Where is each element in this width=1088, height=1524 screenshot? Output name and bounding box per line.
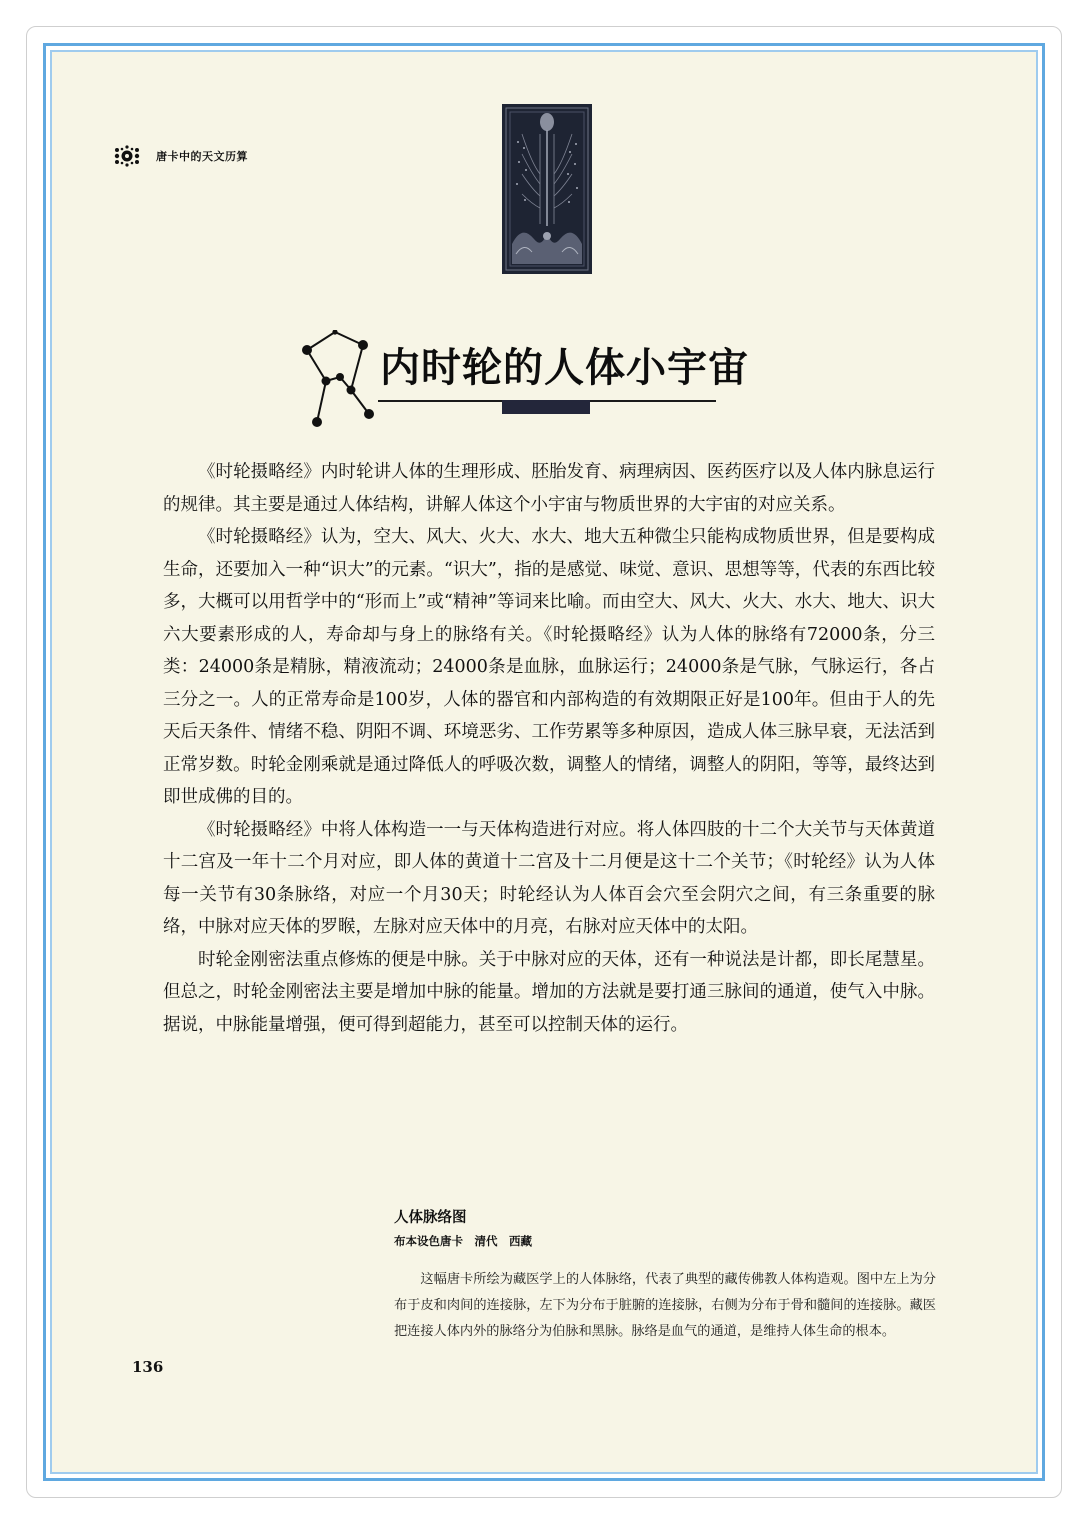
running-header [112,145,248,167]
paragraph: 《时轮摄略经》中将人体构造一一与天体构造进行对应。将人体四肢的十二个大关节与天体黄道十二宫及一年十二个月对应，即人体的黄道十二宫及十二月便是这十二个关节；《时轮经》认为人体每一关节有30条脉络，对应一个月30天；时轮经认为人体百会穴至会阴穴之间，有三条重要的脉络，中脉对应天体的罗睺，左脉对应天体中的月亮，右脉对应天体中的太阳。 [163,819,935,937]
thangka-illustration [502,104,592,274]
paragraph: 时轮金刚密法重点修炼的便是中脉。关于中脉对应的天体，还有一种说法是计都，即长尾慧星。但总之，时轮金刚密法主要是增加中脉的能量。增加的方法就是要打通三脉间的通道，使气入中脉。据说，中脉能量增强，便可得到超能力，甚至可以控制天体的运行。 [163,949,935,1035]
caption-subtitle: 布本设色唐卡 清代 西藏 [394,1234,532,1248]
caption-title: 人体脉络图 [394,1210,467,1226]
paragraph: 《时轮摄略经》认为，空大、风大、火大、水大、地大五种微尘只能构成物质世界，但是要构成生命，还要加入一种“识大”的元素。“识大”，指的是感觉、味觉、意识、思想等等，代表的东西比较多，大概可以用哲学中的“形而上”或“精神”等词来比喻。而由空大、风大、火大、水大、地大、识大六大要素形成的人，寿命却与身上的脉络有关。《时轮摄略经》认为人体的脉络有72000条，分三类：24000条是精脉，精液流动；24000条是血脉，血脉运行；24000条是气脉，气脉运行，各占三分之一。人的正常寿命是100岁，人体的器官和内部构造的有效期限正好是100年。但由于人的先天后天条件、情绪不稳、阴阳不调、环境恶劣、工作劳累等多种原因，造成人体三脉早衰，无法活到正常岁数。时轮金刚乘就是通过降低人的呼吸次数，调整人的情绪，调整人的阴阳，等等，最终达到即世成佛的目的。 [163,527,935,807]
paragraph: 《时轮摄略经》内时轮讲人体的生理形成、胚胎发育、病理病因、医药医疗以及人体内脉息运行的规律。其主要是通过人体结构，讲解人体这个小宇宙与物质世界的大宇宙的对应关系。 [163,462,935,515]
book-page [50,50,1038,1474]
image-caption [394,1206,936,1345]
article-body [163,456,935,1041]
page-number: 136 [132,1358,164,1376]
ornament-icon [112,145,142,167]
title-accent-bar [502,400,590,414]
article-title: 内时轮的人体小宇宙 [380,344,749,391]
caption-text: 这幅唐卡所绘为藏医学上的人体脉络，代表了典型的藏传佛教人体构造观。图中左上为分布于皮和肉间的连接脉，左下为分布于脏腑的连接脉，右侧为分布于骨和髓间的连接脉。藏医把连接人体内外的脉络分为伯脉和黑脉。脉络是血气的通道，是维持人体生命的根本。 [394,1272,936,1339]
constellation-icon [297,330,377,434]
running-title: 唐卡中的天文历算 [156,150,248,163]
